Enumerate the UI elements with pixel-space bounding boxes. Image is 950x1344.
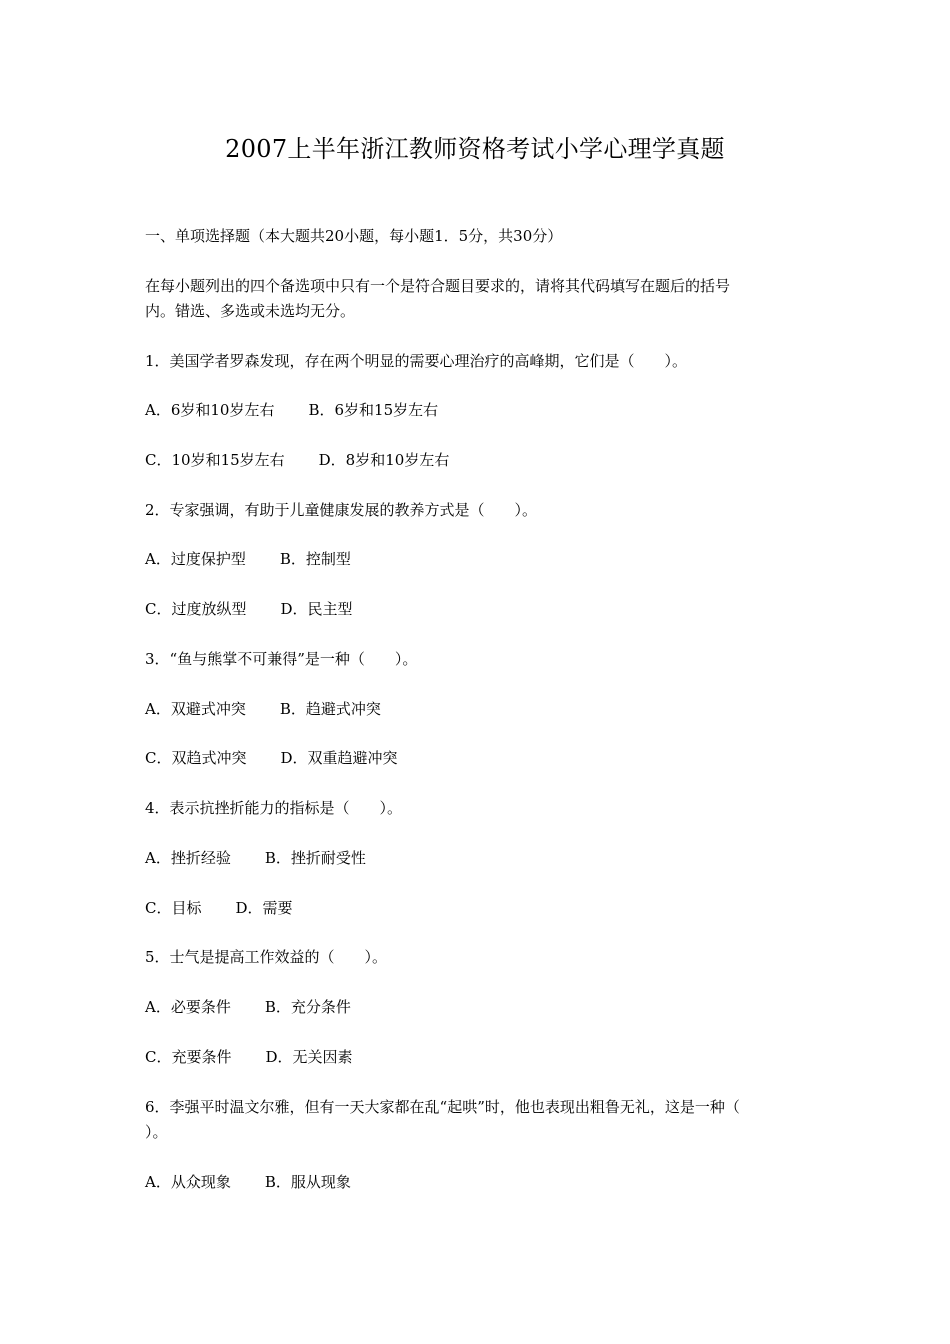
question-4-stem: 4．表示抗挫折能力的指标是（ ）。 [145,799,403,817]
question-2-option-a: A．过度保护型 [145,550,246,568]
question-1-options-row-1 [145,398,815,423]
question-2-options-row-1 [145,547,815,572]
question-2-stem: 2．专家强调，有助于儿童健康发展的教养方式是（ ）。 [145,501,538,519]
question-4-option-a: A．挫折经验 [145,849,231,867]
question-6-options-row-1 [145,1170,815,1195]
question-5-option-c: C．充要条件 [145,1048,232,1066]
question-3-option-a: A．双避式冲突 [145,700,246,718]
question-6-stem-line-2: ）。 [145,1123,168,1141]
question-4-options-row-2 [145,896,815,921]
question-4-options-row-1 [145,846,815,871]
question-3-option-c: C．双趋式冲突 [145,749,247,767]
question-5-stem: 5．士气是提高工作效益的（ ）。 [145,948,388,966]
question-1-option-d: D．8岁和10岁左右 [318,451,450,469]
question-1-option-b: B．6岁和15岁左右 [308,401,439,419]
question-5-options-row-2 [145,1045,815,1070]
question-2-option-d: D．民主型 [280,600,353,618]
question-4-option-d: D．需要 [235,899,293,917]
page-title: 2007上半年浙江教师资格考试小学心理学真题 [225,135,725,163]
question-1-option-c: C．10岁和15岁左右 [145,451,285,469]
instruction-line-1: 在每小题列出的四个备选项中只有一个是符合题目要求的，请将其代码填写在题后的括号 [145,277,731,295]
question-1-options-row-2 [145,448,815,473]
question-2-options-row-2 [145,597,815,622]
question-5-option-d: D．无关因素 [265,1048,353,1066]
question-3-options-row-1 [145,697,815,722]
question-1-option-a: A．6岁和10岁左右 [145,401,275,419]
question-4-option-b: B．挫折耐受性 [264,849,366,867]
question-2-option-c: C．过度放纵型 [145,600,247,618]
question-6-option-a: A．从众现象 [145,1173,231,1191]
question-3-stem: 3．“鱼与熊掌不可兼得”是一种（ ）。 [145,650,418,668]
section-heading: 一、单项选择题（本大题共20小题，每小题1．5分，共30分） [145,227,563,245]
question-3-options-row-2 [145,746,815,771]
question-5-option-a: A．必要条件 [145,998,231,1016]
question-3-option-b: B．趋避式冲突 [279,700,381,718]
question-6-stem-line-1: 6．李强平时温文尔雅，但有一天大家都在乱“起哄”时，他也表现出粗鲁无礼，这是一种（ [145,1098,740,1116]
question-1-stem: 1．美国学者罗森发现，存在两个明显的需要心理治疗的高峰期，它们是（ ）。 [145,352,688,370]
question-5-options-row-1 [145,995,815,1020]
question-2-option-b: B．控制型 [279,550,351,568]
question-4-option-c: C．目标 [145,899,202,917]
instruction-line-2: 内。错选、多选或未选均无分。 [145,302,356,320]
question-5-option-b: B．充分条件 [264,998,351,1016]
question-3-option-d: D．双重趋避冲突 [280,749,398,767]
question-6-option-b: B．服从现象 [264,1173,351,1191]
